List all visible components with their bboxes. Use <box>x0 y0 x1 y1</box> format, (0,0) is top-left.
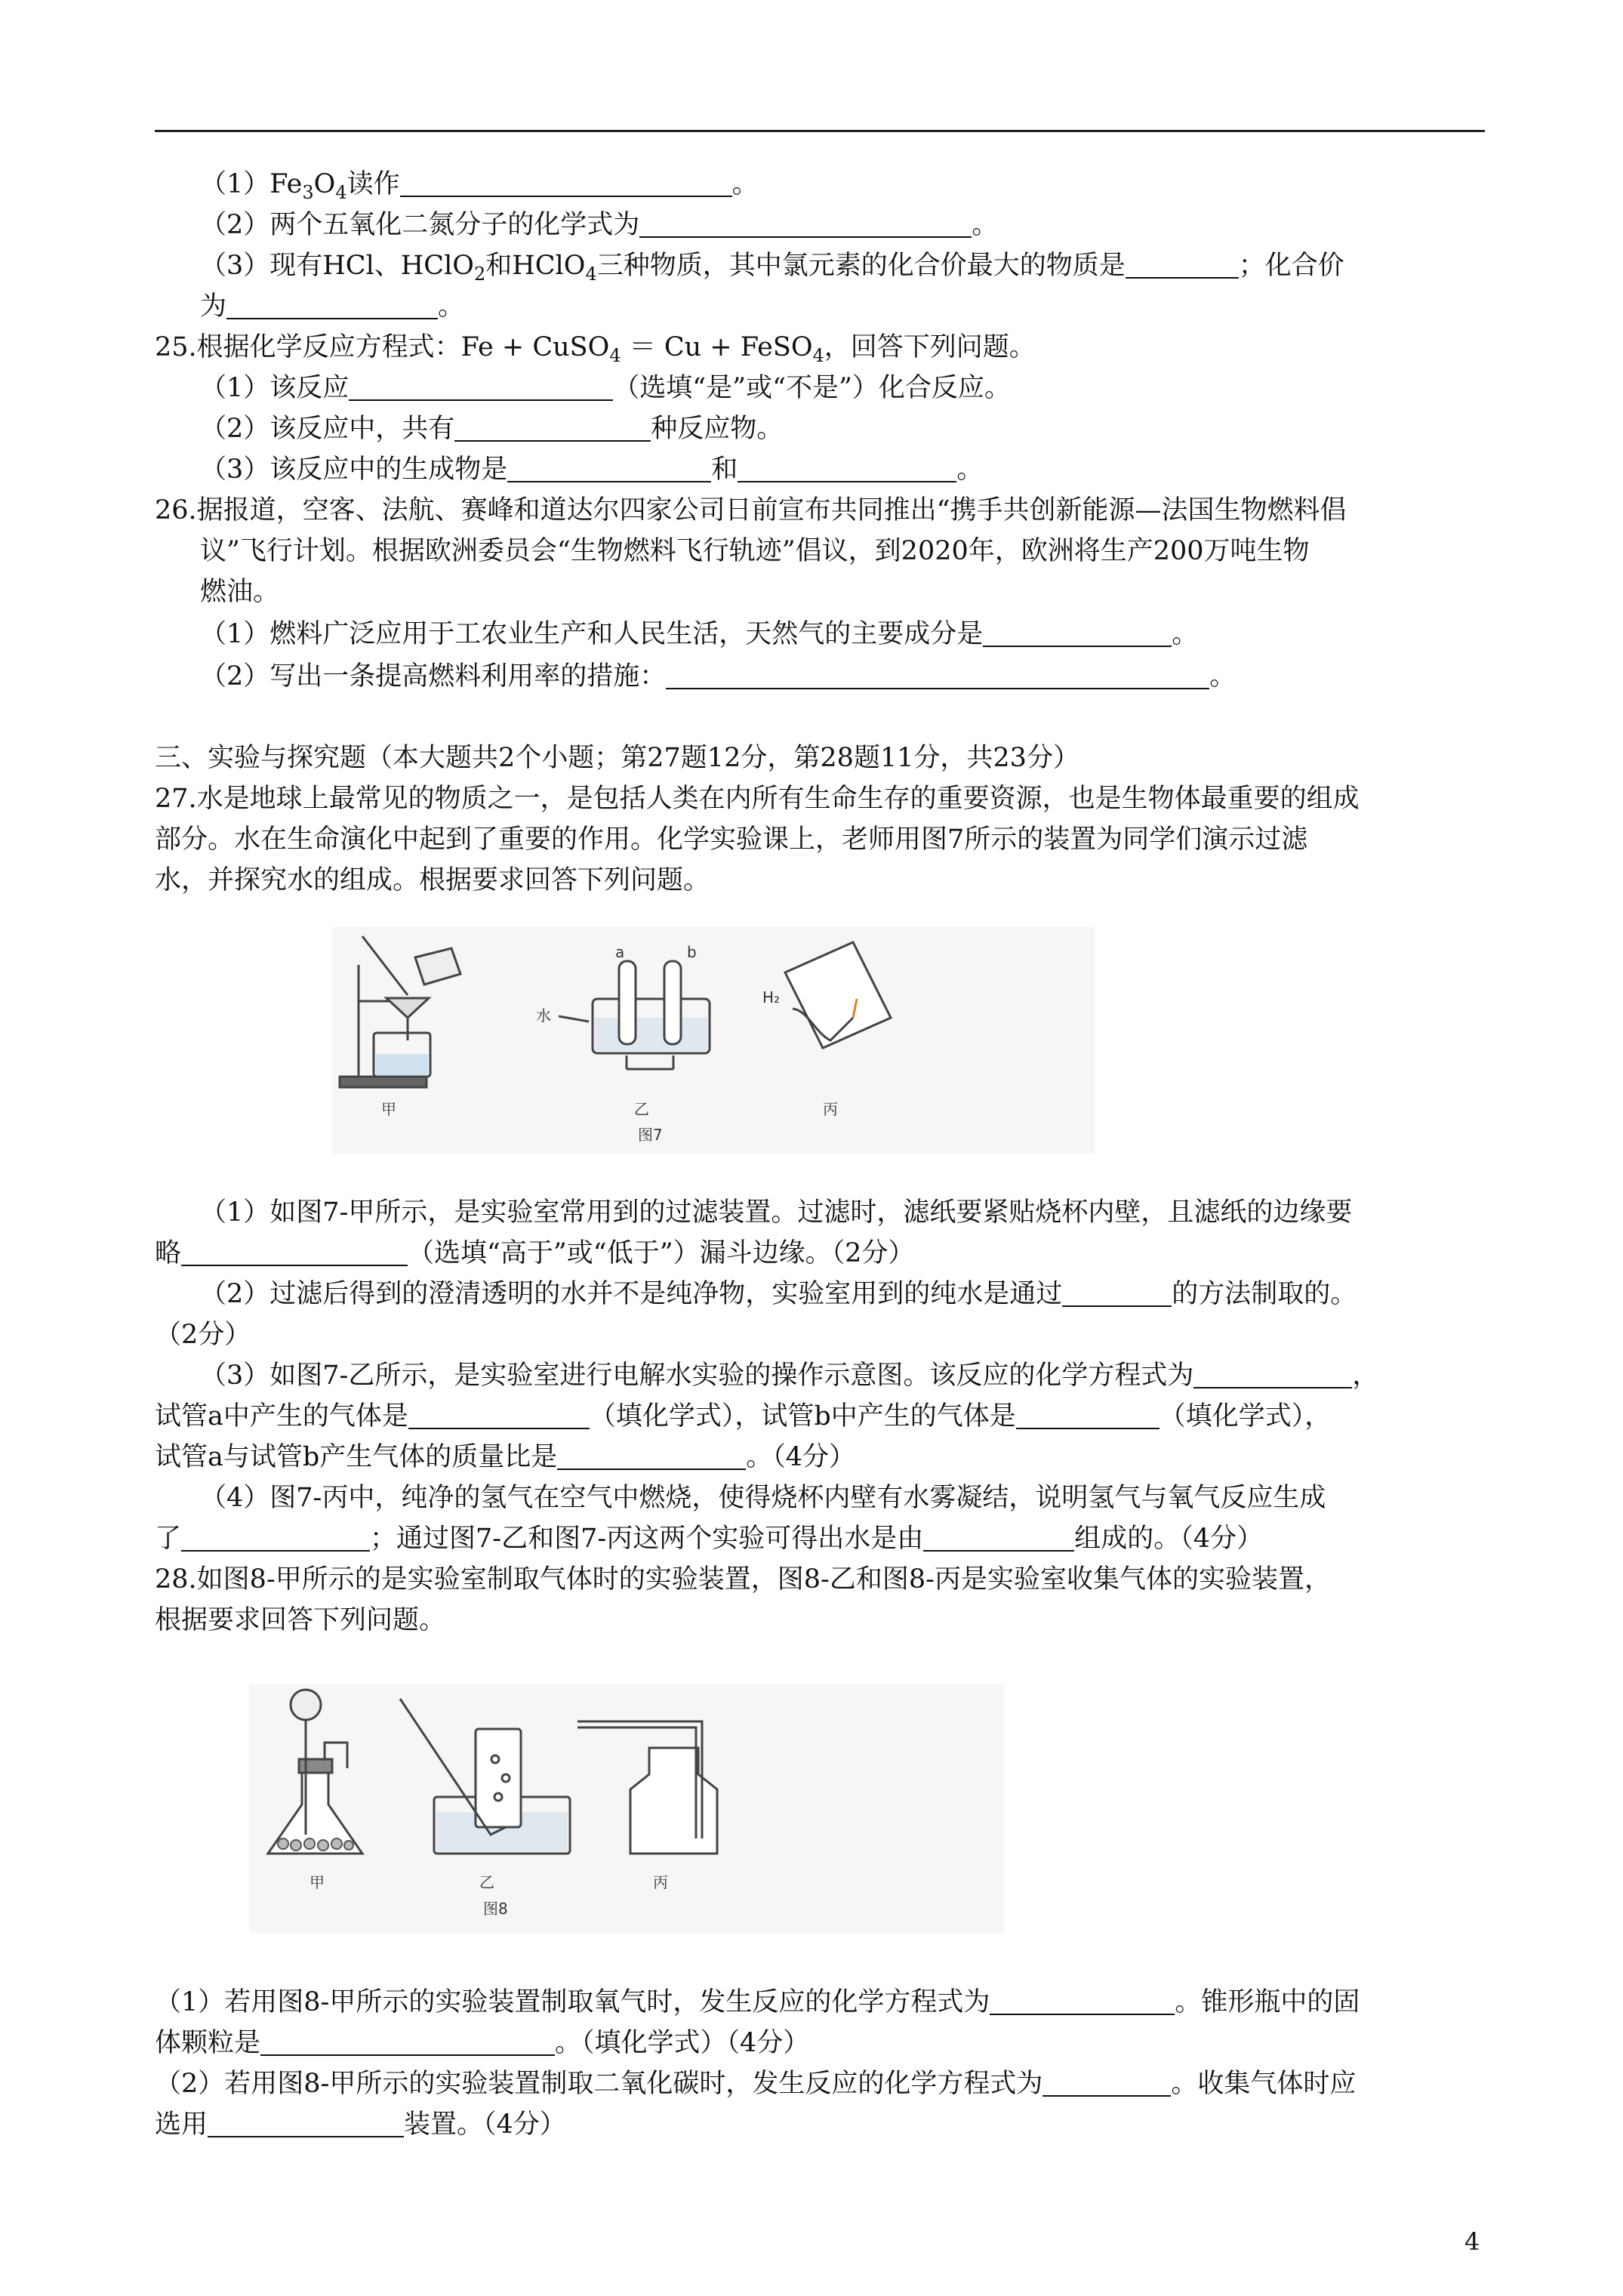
water-label: 水 <box>536 1006 551 1025</box>
q27-line1: 27.水是地球上最常见的物质之一，是包括人类在内所有生命生存的重要资源，也是生物体最重要的组成 <box>155 784 1360 814</box>
q27-part1-line1: （1）如图7-甲所示，是实验室常用到的过滤装置。过滤时，滤纸要紧贴烧杯内壁，且滤纸的边缘要 <box>200 1197 1353 1228</box>
answer-blank <box>226 291 438 319</box>
electrolysis-apparatus <box>559 961 710 1069</box>
q26-line1: 26.据报道，空客、法航、赛峰和道达尔四家公司日前宣布共同推出“携手共创新能源—法国生物燃料倡 <box>155 495 1347 525</box>
gas-generation-apparatus <box>268 1690 362 1854</box>
figure-8 <box>249 1684 1004 1933</box>
q28-part2-line1: （2）若用图8-甲所示的实验装置制取二氧化碳时，发生反应的化学方程式为 。收集气体时应 <box>155 2069 1357 2099</box>
answer-blank <box>260 2027 555 2056</box>
q24-part2: （2）两个五氧化二氮分子的化学式为 。 <box>200 210 999 240</box>
q24-part1: $(1)Fe_3O_4$读作 。 <box>200 169 759 203</box>
figure-label: 丙 <box>653 1873 668 1891</box>
q25-part1: （1）该反应 （选填“是”或“不是”）化合反应。 <box>200 373 1011 403</box>
figure-label: 乙 <box>634 1100 649 1118</box>
q25-title: 25.根据化学反应方程式：Fe + CuSO$_4$ ＝ Cu + FeSO$_4$，回答下列问题。 <box>155 332 1036 366</box>
answer-blank <box>454 413 651 442</box>
q24-part3: （3）现有HCl、HClO$_2$和HClO$_4$三种物质，其中氯元素的化合价最大的物质是 ；化合价 <box>200 251 1344 285</box>
answer-blank <box>639 209 972 238</box>
figure-label: 甲 <box>310 1873 325 1891</box>
header-rule <box>155 130 1485 132</box>
answer-blank <box>738 454 956 482</box>
answer-blank <box>181 1523 370 1552</box>
answer-blank <box>666 661 1209 689</box>
tube-b-label: b <box>687 943 697 961</box>
q27-part3-line2: 试管a中产生的气体是 （填化学式），试管b中产生的气体是 （填化学式）， <box>155 1401 1332 1432</box>
answer-blank <box>1193 1360 1352 1388</box>
q27-part1-line2: 略 （选填“高于”或“低于”）漏斗边缘。（2分） <box>155 1238 915 1268</box>
answer-blank <box>1016 1401 1160 1429</box>
q26-line3: 燃油。 <box>200 577 280 607</box>
q28-line2: 根据要求回答下列问题。 <box>155 1605 446 1635</box>
q28-part2-line2: 选用 装置。（4分） <box>155 2110 566 2140</box>
answer-blank <box>557 1441 746 1470</box>
q26-part2: （2）写出一条提高燃料利用率的措施： 。 <box>200 661 1236 692</box>
tube-a-label: a <box>615 943 625 961</box>
figure-caption: 图7 <box>638 1126 663 1144</box>
answer-blank <box>990 1986 1175 2015</box>
answer-blank <box>349 372 613 401</box>
water-displacement-apparatus <box>400 1699 570 1854</box>
q26-part1: （1）燃料广泛应用于工农业生产和人民生活，天然气的主要成分是 。 <box>200 619 1199 649</box>
q26-line2: 议”飞行计划。根据欧洲委员会“生物燃料飞行轨迹”倡议，到2020年，欧洲将生产200万吨生物 <box>200 536 1310 566</box>
figure-caption: 图8 <box>483 1900 508 1918</box>
q24-part3-cont: 为 。 <box>200 291 465 322</box>
answer-blank <box>208 2109 404 2137</box>
answer-blank <box>507 454 711 482</box>
q27-part4-line2: 了 ；通过图7-乙和图7-丙这两个实验可得出水是由 组成的。（4分） <box>155 1524 1263 1554</box>
filtration-apparatus <box>340 936 460 1087</box>
q27-line2: 部分。水在生命演化中起到了重要的作用。化学实验课上，老师用图7所示的装置为同学们演示过滤 <box>155 824 1308 855</box>
section-heading: 三、实验与探究题（本大题共2个小题；第27题12分，第28题11分，共23分） <box>155 743 1079 773</box>
q27-line3: 水，并探究水的组成。根据要求回答下列问题。 <box>155 865 710 895</box>
answer-blank <box>400 168 732 197</box>
page-number: 4 <box>1464 2227 1480 2256</box>
answer-blank <box>1126 250 1239 279</box>
q28-part1-line1: （1）若用图8-甲所示的实验装置制取氧气时，发生反应的化学方程式为 。锥形瓶中的固 <box>155 1987 1360 2017</box>
answer-blank <box>1062 1278 1172 1307</box>
q27-part2-line1: （2）过滤后得到的澄清透明的水并不是纯净物，实验室用到的纯水是通过 的方法制取的。 <box>200 1279 1357 1309</box>
figure-label: 丙 <box>823 1100 838 1118</box>
q25-part3: （3）该反应中的生成物是 和 。 <box>200 455 984 485</box>
answer-blank <box>181 1237 408 1266</box>
combustion-apparatus <box>785 942 891 1048</box>
q25-part2: （2）该反应中，共有 种反应物。 <box>200 414 784 444</box>
answer-blank <box>923 1523 1074 1552</box>
answer-blank <box>408 1401 590 1429</box>
q27-part4-line1: （4）图7-丙中，纯净的氢气在空气中燃烧，使得烧杯内壁有水雾凝结，说明氢气与氧气反应生成 <box>200 1483 1326 1513</box>
q28-line1: 28.如图8-甲所示的是实验室制取气体时的实验装置，图8-乙和图8-丙是实验室收集气体的实验装置， <box>155 1564 1331 1595</box>
q27-part2-line2: （2分） <box>155 1320 251 1350</box>
answer-blank <box>983 618 1172 647</box>
figure-label: 甲 <box>381 1100 396 1118</box>
q27-part3-line1: （3）如图7-乙所示，是实验室进行电解水实验的操作示意图。该反应的化学方程式为 ， <box>200 1361 1379 1391</box>
q27-part3-line3: 试管a与试管b产生气体的质量比是 。（4分） <box>155 1442 856 1472</box>
q28-part1-line2: 体颗粒是 。（填化学式）（4分） <box>155 2028 810 2058</box>
hydrogen-label: H₂ <box>762 988 781 1006</box>
gas-collection-bottle <box>577 1721 717 1854</box>
figure-label: 乙 <box>479 1873 494 1891</box>
figure-7 <box>332 927 1095 1154</box>
answer-blank <box>1042 2068 1171 2097</box>
